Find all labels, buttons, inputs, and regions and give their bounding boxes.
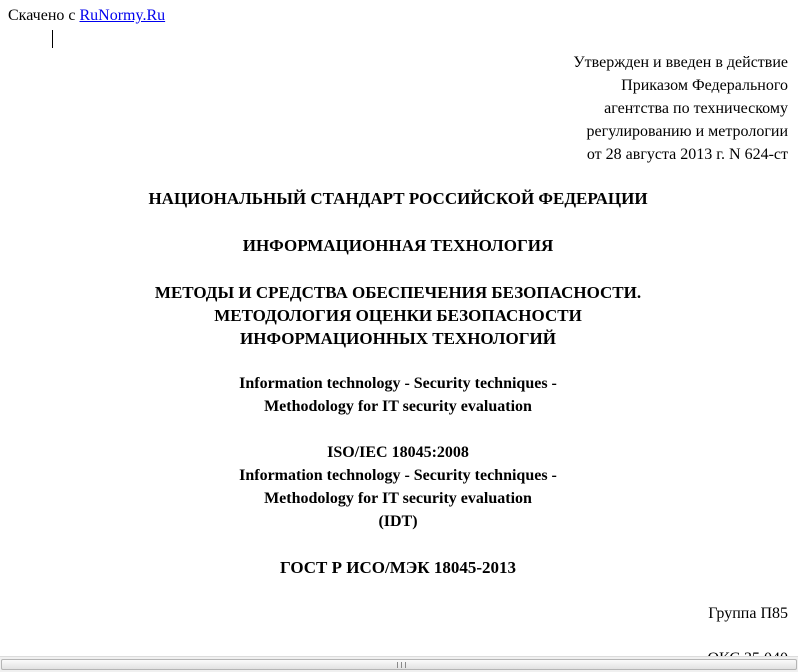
national-standard-heading: НАЦИОНАЛЬНЫЙ СТАНДАРТ РОССИЙСКОЙ ФЕДЕРАЦИИ <box>148 189 648 208</box>
group-code: Группа П85 <box>708 605 788 622</box>
iso-reference <box>0 441 796 533</box>
iso-line: ISO/IEC 18045:2008 <box>327 444 469 461</box>
iso-line: (IDT) <box>378 513 418 530</box>
topic-title <box>0 281 796 350</box>
english-line: Information technology - Security techniques - <box>239 375 557 392</box>
topic-line: ИНФОРМАЦИОННЫХ ТЕХНОЛОГИЙ <box>240 329 556 348</box>
source-line <box>8 6 165 26</box>
iso-line: Information technology - Security techniques - <box>239 467 557 484</box>
approval-line: агентства по техническому <box>604 100 788 117</box>
topic-line: МЕТОДОЛОГИЯ ОЦЕНКИ БЕЗОПАСНОСТИ <box>214 306 582 325</box>
topic-line: МЕТОДЫ И СРЕДСТВА ОБЕСПЕЧЕНИЯ БЕЗОПАСНОСТИ. <box>154 283 642 302</box>
text-cursor <box>52 30 53 48</box>
subject-title <box>0 234 796 257</box>
approval-line: Приказом Федерального <box>621 77 788 94</box>
approval-block <box>573 51 788 166</box>
approval-line: регулированию и метрологии <box>586 123 788 140</box>
gost-title <box>0 556 796 579</box>
source-prefix: Скачено с <box>8 7 80 24</box>
iso-line: Methodology for IT security evaluation <box>264 490 532 507</box>
grip-icon <box>397 662 406 668</box>
english-title <box>0 372 796 418</box>
gost-designation: ГОСТ Р ИСО/МЭК 18045-2013 <box>279 558 517 577</box>
approval-line: Утвержден и введен в действие <box>573 54 788 71</box>
approval-line: от 28 августа 2013 г. N 624-ст <box>586 146 788 163</box>
scrollbar-thumb[interactable] <box>1 659 797 670</box>
horizontal-scrollbar[interactable] <box>0 656 798 672</box>
english-line: Methodology for IT security evaluation <box>264 398 532 415</box>
subject-heading: ИНФОРМАЦИОННАЯ ТЕХНОЛОГИЯ <box>242 236 554 255</box>
national-standard-title <box>0 187 796 210</box>
runormy-link[interactable]: RuNormy.Ru <box>79 7 166 24</box>
